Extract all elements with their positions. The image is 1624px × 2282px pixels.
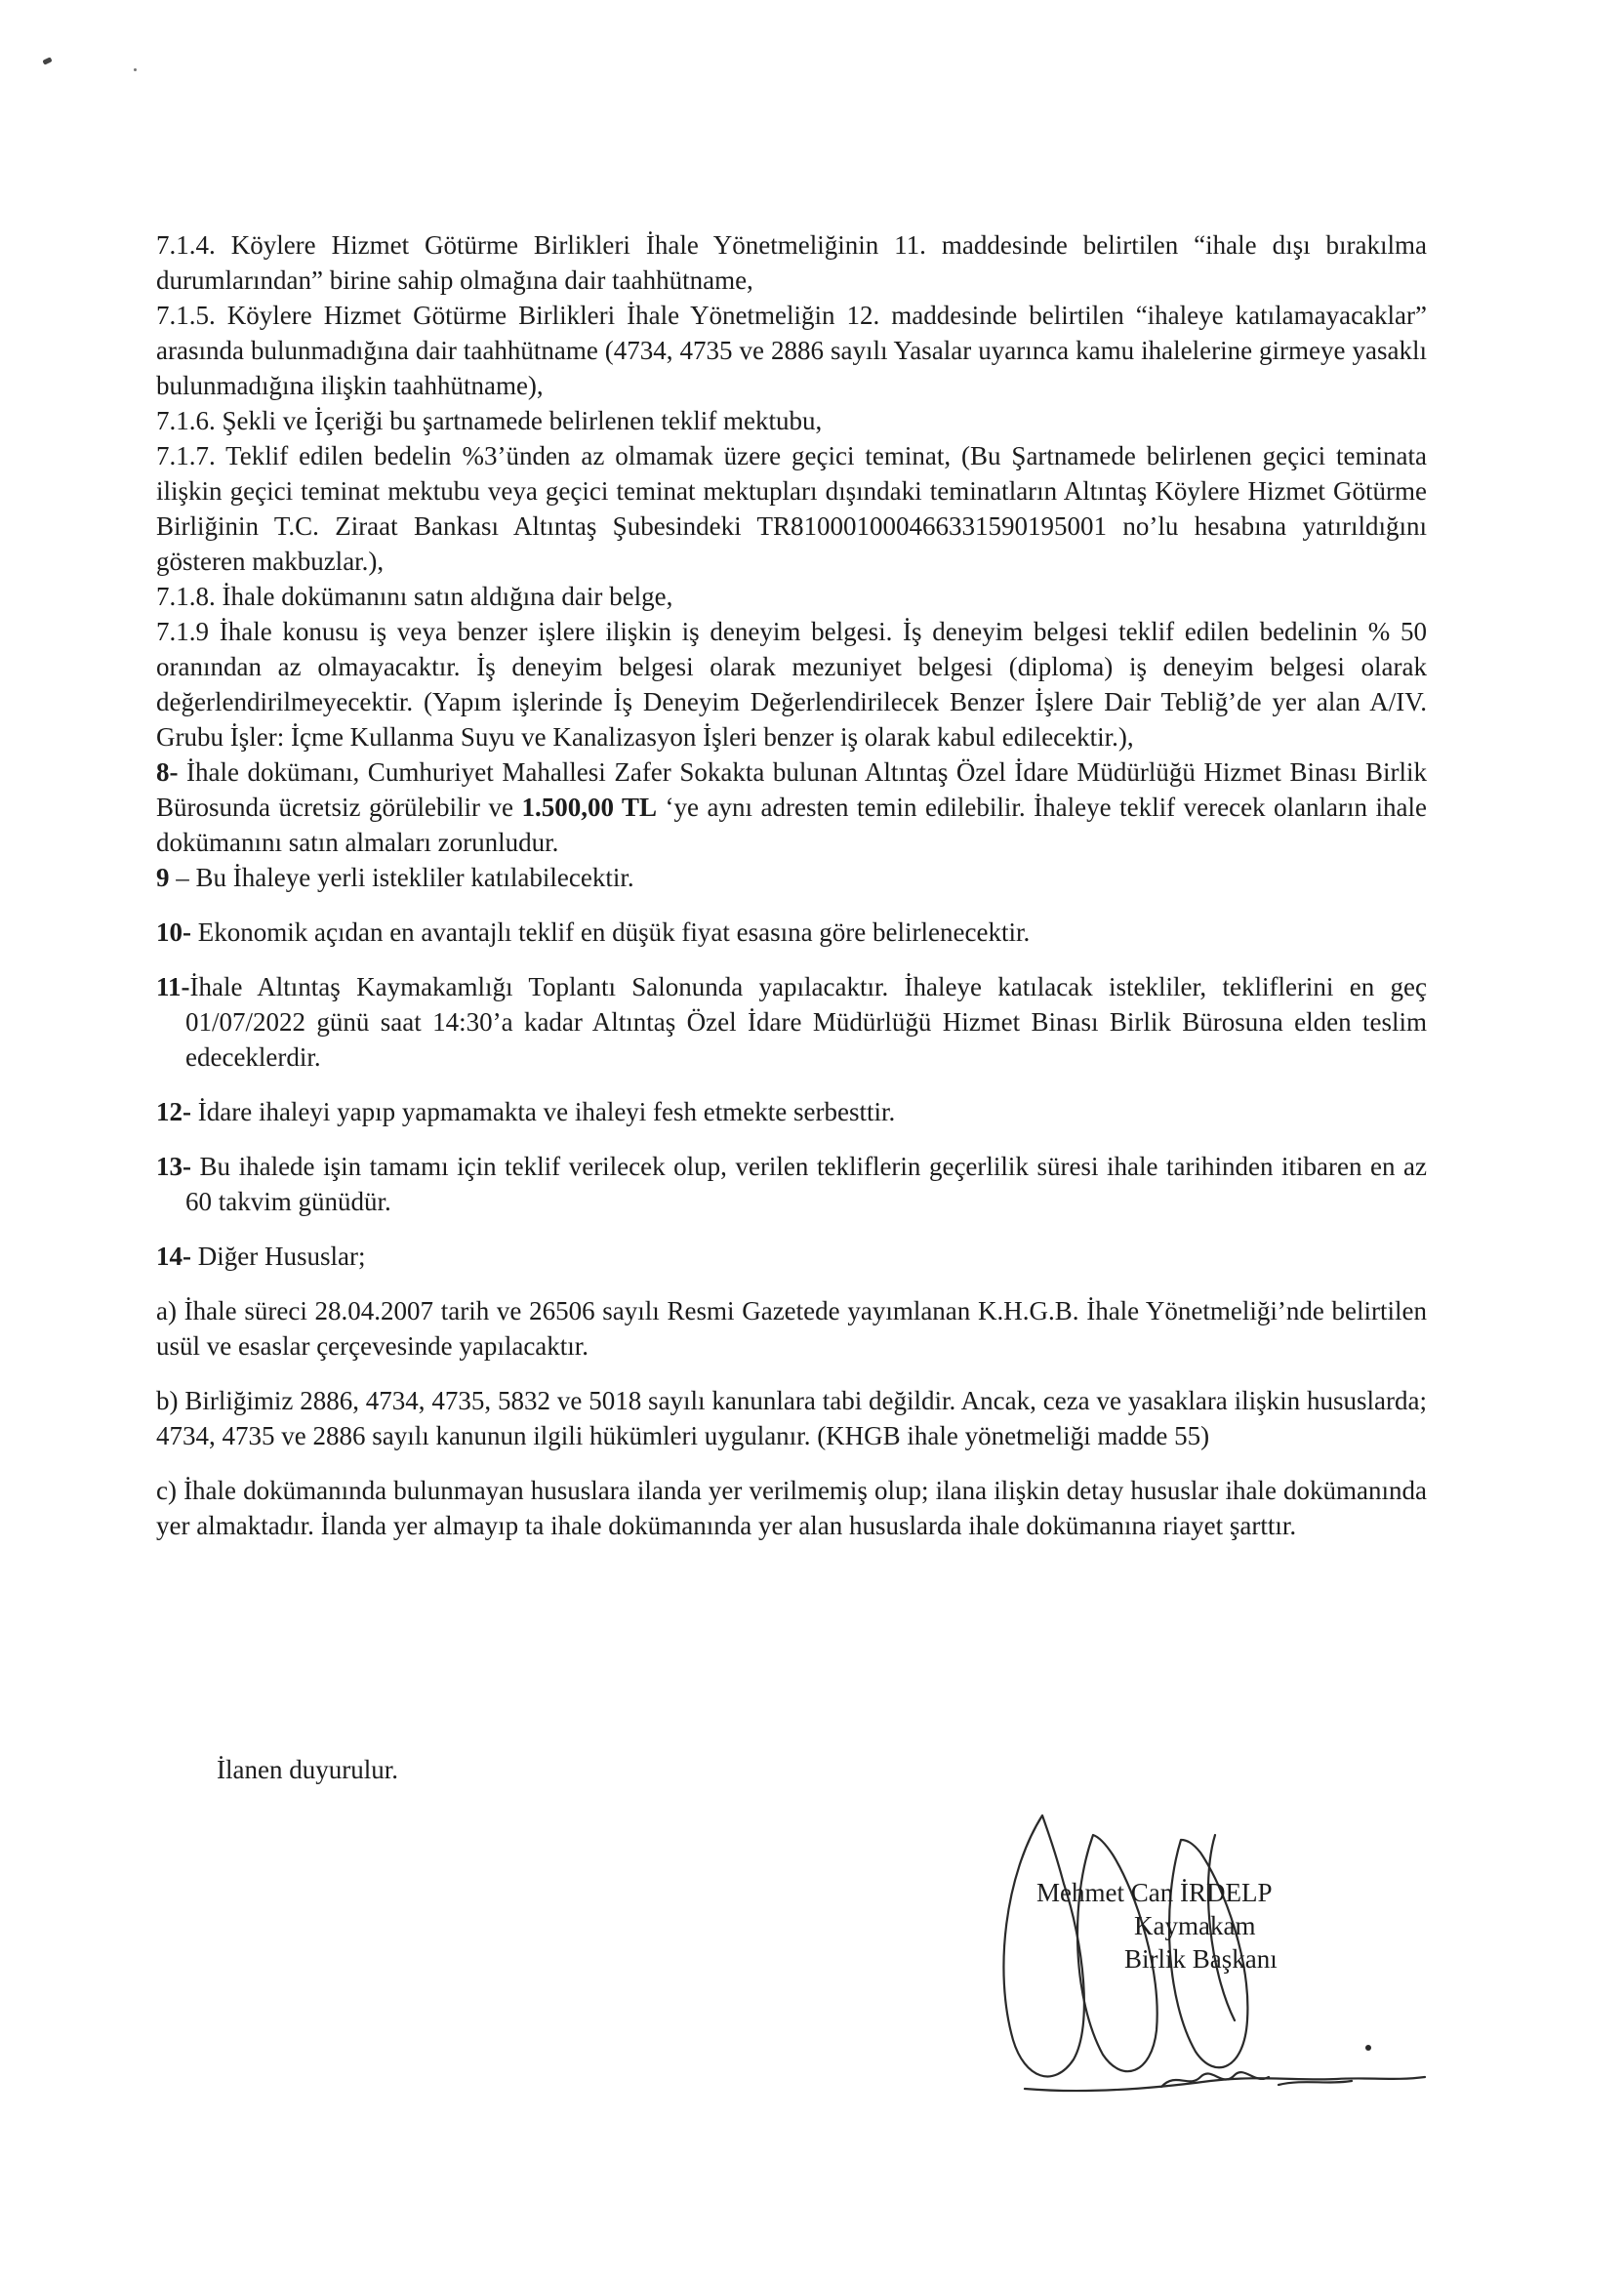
paragraph-14-c: c) İhale dokümanında bulunmayan hususlara ilanda yer verilmemiş olup; ilana ilişkin detay hususlar ihale dokümanında yer almaktadır. İlanda yer almayıp ta ihale dokümanında yer alan hususlarda ihale dokümanına riayet şarttır. xyxy=(156,1476,1427,1540)
paragraph-7-1-7: 7.1.7. Teklif edilen bedelin %3’ünden az olmamak üzere geçici teminat, (Bu Şartnamede belirlenen geçici teminata ilişkin geçici teminat mektubu veya geçici teminat mektupları dışındaki teminatların Altıntaş Köylere Hizmet Götürme Birliğinin T.C. Ziraat Bankası Altıntaş Şubesindeki TR810001000466331590195001 no’lu hesabına yatırıldığını gösteren makbuzlar.), xyxy=(156,441,1427,576)
closing-line: İlanen duyurulur. xyxy=(217,1755,398,1784)
document-fee: 1.500,00 TL xyxy=(521,793,657,822)
item-text: Ekonomik açıdan en avantajlı teklif en düşük fiyat esasına göre belirlenecektir. xyxy=(191,917,1031,947)
signatory-role: Birlik Başkanı xyxy=(1124,1944,1278,1974)
item-text: – Bu İhaleye yerli istekliler katılabilecektir. xyxy=(169,863,634,892)
item-text: ‘ye aynı adresten temin edilebilir. İhaleye teklif verecek olanların ihale dokümanını satın almaları zorunludur. xyxy=(156,793,1428,857)
item-text: Bu ihalede işin tamamı için teklif verilecek olup, verilen tekliflerin geçerlilik süresi ihale tarihinden itibaren en az 60 takvim günüdür. xyxy=(185,1152,1427,1216)
paragraph-11 xyxy=(156,969,1427,1075)
item-number: 9 xyxy=(156,863,170,892)
paragraph-7-1-8: 7.1.8. İhale dokümanını satın aldığına dair belge, xyxy=(156,582,673,611)
paragraph-7-1-6: 7.1.6. Şekli ve İçeriği bu şartnamede belirlenen teklif mektubu, xyxy=(156,406,823,435)
paragraph-8 xyxy=(156,754,1427,860)
paragraph-14-a: a) İhale süreci 28.04.2007 tarih ve 26506 sayılı Resmi Gazetede yayımlanan K.H.G.B. İhale Yönetmeliği’nde belirtilen usül ve esaslar çerçevesinde yapılacaktır. xyxy=(156,1296,1427,1361)
paragraph-9 xyxy=(156,860,1427,895)
signatory-title: Kaymakam xyxy=(1134,1911,1256,1940)
item-text: Diğer Hususlar; xyxy=(191,1242,366,1271)
item-number: 11- xyxy=(156,972,190,1001)
paragraph-7-1-5: 7.1.5. Köylere Hizmet Götürme Birlikleri İhale Yönetmeliğin 12. maddesinde belirtilen “ihaleye katılamayacaklar” arasında bulunmadığına dair taahhütname (4734, 4735 ve 2886 sayılı Yasalar uyarınca kamu ihalelerine girmeye yasaklı bulunmadığına ilişkin taahhütname), xyxy=(156,301,1427,400)
paragraph-14-b: b) Birliğimiz 2886, 4734, 4735, 5832 ve 5018 sayılı kanunlara tabi değildir. Ancak, ceza ve yasaklara ilişkin hususlarda; 4734, 4735 ve 2886 sayılı kanunun ilgili hükümleri uygulanır. (KHGB ihale yönetmeliği madde 55) xyxy=(156,1386,1427,1450)
item-number: 12- xyxy=(156,1097,191,1126)
item-number: 10- xyxy=(156,917,191,947)
signature-block xyxy=(966,1796,1435,2118)
scan-speck xyxy=(42,57,52,64)
item-text: İdare ihaleyi yapıp yapmamakta ve ihaleyi fesh etmekte serbesttir. xyxy=(191,1097,896,1126)
item-text: İhale Altıntaş Kaymakamlığı Toplantı Salonunda yapılacaktır. İhaleye katılacak istekliler, tekliflerini en geç 01/07/2022 günü saat 14:30’a kadar Altıntaş Özel İdare Müdürlüğü Hizmet Binası Birlik Bürosuna elden teslim edeceklerdir. xyxy=(185,972,1427,1072)
item-number: 13- xyxy=(156,1152,191,1181)
paragraph-14 xyxy=(156,1239,1427,1274)
item-text: İhale dokümanı, Cumhuriyet Mahallesi Zafer Sokakta bulunan Altıntaş Özel İdare Müdürlüğü Hizmet Binası Birlik Bürosunda ücretsiz görülebilir ve xyxy=(156,757,1427,822)
signatory-name: Mehmet Can İRDELP xyxy=(1036,1878,1273,1907)
paragraph-12 xyxy=(156,1094,1427,1129)
paragraph-13 xyxy=(156,1149,1427,1219)
paragraph-7-1-4: 7.1.4. Köylere Hizmet Götürme Birlikleri İhale Yönetmeliğinin 11. maddesinde belirtilen “ihale dışı bırakılma durumlarından” birine sahip olmağına dair taahhütname, xyxy=(156,230,1427,295)
item-number: 8- xyxy=(156,757,179,787)
item-number: 14- xyxy=(156,1242,191,1271)
paragraph-7-1-9: 7.1.9 İhale konusu iş veya benzer işlere ilişkin iş deneyim belgesi. İş deneyim belgesi teklif edilen bedelinin % 50 oranından az olmayacaktır. İş deneyim belgesi olarak mezuniyet belgesi (diploma) iş deneyim belgesi olarak değerlendirilmeyecektir. (Yapım işlerinde İş Deneyim Değerlendirilecek Benzer İşlere Dair Tebliğ’de yer alan A/IV. Grubu İşler: İçme Kullanma Suyu ve Kanalizasyon İşleri benzer iş olarak kabul edilecektir.), xyxy=(156,617,1427,752)
paragraph-10 xyxy=(156,915,1427,950)
document-body xyxy=(156,227,1427,1543)
scan-speck xyxy=(134,68,137,71)
